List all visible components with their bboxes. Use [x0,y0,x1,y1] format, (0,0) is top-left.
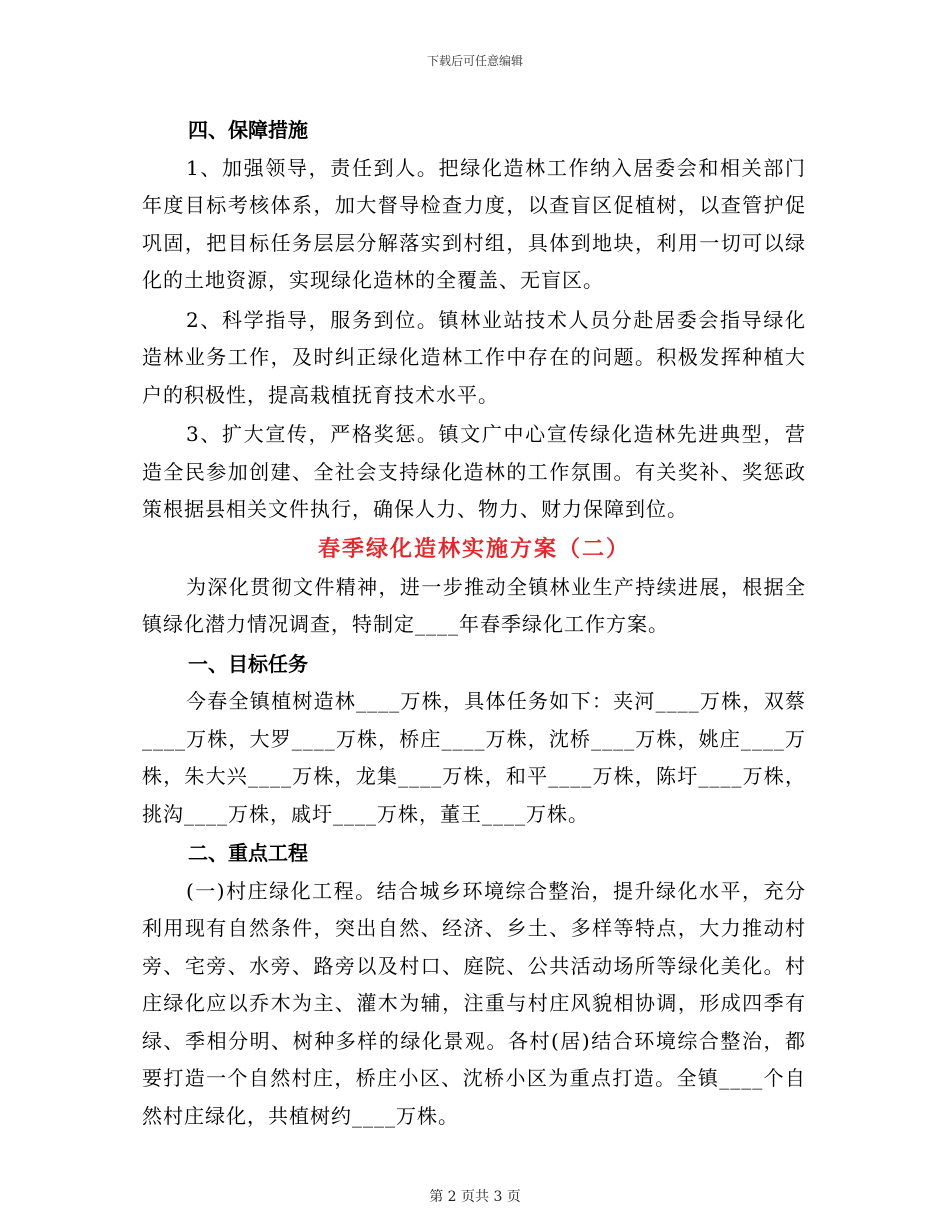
paragraph-leadership: 1、加强领导，责任到人。把绿化造林工作纳入居委会和相关部门年度目标考核体系，加大督导检查力度，以查盲区促植树，以查管护促巩固，把目标任务层层分解落实到村组，具体到地块，利用一切可以绿化的土地资源，实现绿化造林的全覆盖、无盲区。 [142,155,806,292]
paragraph-publicity: 3、扩大宣传，严格奖惩。镇文广中心宣传绿化造林先进典型，营造全民参加创建、全社会支持绿化造林的工作氛围。有关奖补、奖惩政策根据县相关文件执行，确保人力、物力、财力保障到位。 [142,422,806,521]
section-heading-safeguards: 四、保障措施 [188,118,308,142]
paragraph-village-greening: (一)村庄绿化工程。结合城乡环境综合整治，提升绿化水平，充分利用现有自然条件，突出自然、经济、乡土、多样等特点，大力推动村旁、宅旁、水旁、路旁以及村口、庭院、公共活动场所等绿化美化。村庄绿化应以乔木为主、灌木为辅，注重与村庄风貌相协调，形成四季有绿、季相分明、树种多样的绿化景观。各村(居)结合环境综合整治，都要打造一个自然村庄，桥庄小区、沈桥小区为重点打造。全镇____个自然村庄绿化，共植树约____万株。 [142,878,806,1128]
page-footer-number: 第 2 页共 3 页 [429,1189,521,1205]
document-title: 春季绿化造林实施方案（二） [317,535,630,562]
section-heading-key-projects: 二、重点工程 [188,841,308,865]
page-header-note: 下载后可任意编辑 [426,54,523,68]
document-body [142,110,806,1135]
paragraph-intro: 为深化贯彻文件精神，进一步推动全镇林业生产持续进展，根据全镇绿化潜力情况调查，特制定____年春季绿化工作方案。 [142,574,806,636]
section-heading-targets: 一、目标任务 [188,651,308,676]
paragraph-guidance: 2、科学指导，服务到位。镇林业站技术人员分赴居委会指导绿化造林业务工作，及时纠正绿化造林工作中存在的问题。积极发挥种植大户的积极性，提高栽植抚育技术水平。 [142,307,806,407]
paragraph-targets: 今春全镇植树造林____万株，具体任务如下：夹河____万株，双蔡____万株，大罗____万株，桥庄____万株，沈桥____万株，姚庄____万株，朱大兴____万株，龙集____万株，和平____万株，陈圩____万株，挑沟____万株，戚圩____万株，董王____万株。 [142,689,806,826]
